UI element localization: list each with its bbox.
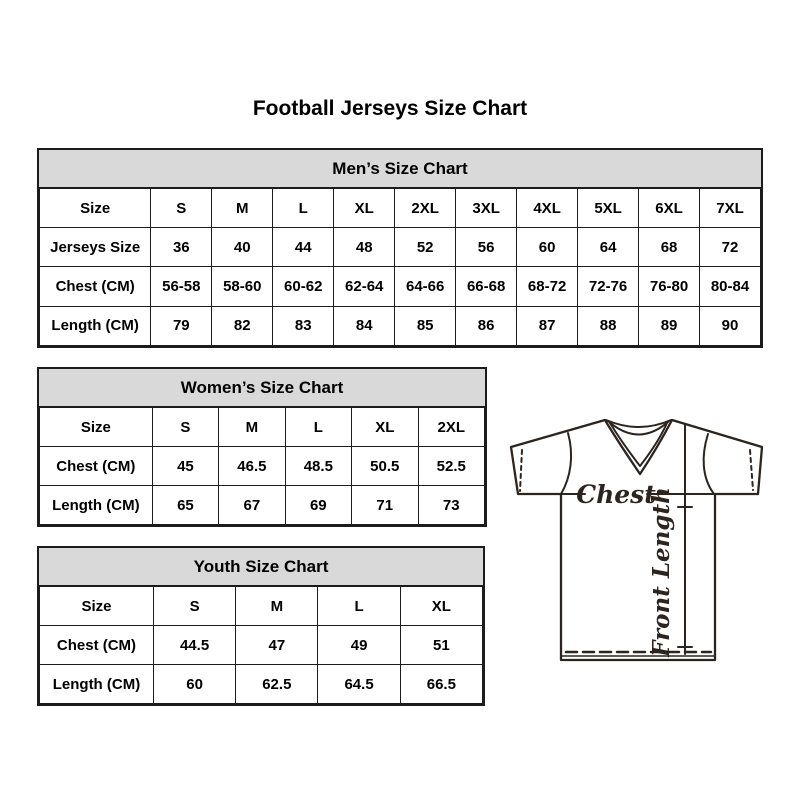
value-cell: 73 <box>418 486 485 525</box>
page-title: Football Jerseys Size Chart <box>252 97 528 120</box>
value-cell: 44 <box>273 228 334 267</box>
row-label-cell: Size <box>40 587 154 626</box>
value-cell: XL <box>334 189 395 228</box>
value-cell: 80-84 <box>700 267 761 306</box>
value-cell: 58-60 <box>212 267 273 306</box>
value-cell: 64 <box>578 228 639 267</box>
value-cell: 48 <box>334 228 395 267</box>
womens-table-title: Women’s Size Chart <box>39 369 485 407</box>
value-cell: 4XL <box>517 189 578 228</box>
value-cell: XL <box>400 587 482 626</box>
left-armhole-seam <box>561 433 571 494</box>
value-cell: 56-58 <box>151 267 212 306</box>
row-label-cell: Length (CM) <box>40 665 154 704</box>
table-row <box>40 486 485 525</box>
youth-table-title: Youth Size Chart <box>39 548 483 586</box>
value-cell: 51 <box>400 626 482 665</box>
value-cell: M <box>219 408 285 447</box>
value-cell: 36 <box>151 228 212 267</box>
value-cell: 62-64 <box>334 267 395 306</box>
value-cell: 62.5 <box>236 665 318 704</box>
value-cell: 64-66 <box>395 267 456 306</box>
row-label-cell: Chest (CM) <box>40 267 151 306</box>
value-cell: 86 <box>456 306 517 345</box>
value-cell: 89 <box>639 306 700 345</box>
row-label-cell: Chest (CM) <box>40 447 153 486</box>
right-armhole-seam <box>704 434 714 494</box>
value-cell: 82 <box>212 306 273 345</box>
value-cell: L <box>318 587 400 626</box>
value-cell: 56 <box>456 228 517 267</box>
row-label-cell: Size <box>40 408 153 447</box>
mens-table-grid <box>39 188 761 346</box>
value-cell: 69 <box>285 486 351 525</box>
value-cell: 7XL <box>700 189 761 228</box>
table-row <box>40 447 485 486</box>
value-cell: 44.5 <box>153 626 235 665</box>
womens-table-grid <box>39 407 485 525</box>
right-cuff-dashed-line <box>750 450 753 490</box>
value-cell: 76-80 <box>639 267 700 306</box>
value-cell: 79 <box>151 306 212 345</box>
row-label-cell: Length (CM) <box>40 486 153 525</box>
value-cell: 49 <box>318 626 400 665</box>
value-cell: 90 <box>700 306 761 345</box>
table-row <box>40 267 761 306</box>
value-cell: 46.5 <box>219 447 285 486</box>
value-cell: 65 <box>152 486 218 525</box>
row-label-cell: Length (CM) <box>40 306 151 345</box>
youth-size-chart-table <box>37 546 485 706</box>
value-cell: 68-72 <box>517 267 578 306</box>
row-label-cell: Size <box>40 189 151 228</box>
table-row <box>40 665 483 704</box>
mens-size-chart-table <box>37 148 763 348</box>
table-row <box>40 306 761 345</box>
value-cell: L <box>273 189 334 228</box>
value-cell: 52.5 <box>418 447 485 486</box>
left-cuff-dashed-line <box>520 450 522 491</box>
value-cell: S <box>152 408 218 447</box>
value-cell: 85 <box>395 306 456 345</box>
value-cell: S <box>153 587 235 626</box>
value-cell: 64.5 <box>318 665 400 704</box>
value-cell: 45 <box>152 447 218 486</box>
table-row <box>40 408 485 447</box>
youth-table-grid <box>39 586 483 704</box>
value-cell: 3XL <box>456 189 517 228</box>
value-cell: S <box>151 189 212 228</box>
front-length-label: Front Length <box>648 487 675 657</box>
value-cell: 72 <box>700 228 761 267</box>
table-row <box>40 189 761 228</box>
value-cell: 60 <box>517 228 578 267</box>
value-cell: 50.5 <box>352 447 418 486</box>
table-row <box>40 587 483 626</box>
value-cell: M <box>212 189 273 228</box>
value-cell: 88 <box>578 306 639 345</box>
value-cell: XL <box>352 408 418 447</box>
value-cell: 47 <box>236 626 318 665</box>
row-label-cell: Jerseys Size <box>40 228 151 267</box>
value-cell: 66-68 <box>456 267 517 306</box>
value-cell: 60-62 <box>273 267 334 306</box>
value-cell: 87 <box>517 306 578 345</box>
value-cell: 83 <box>273 306 334 345</box>
value-cell: 84 <box>334 306 395 345</box>
value-cell: 72-76 <box>578 267 639 306</box>
chest-label: Chest <box>576 480 656 509</box>
value-cell: 5XL <box>578 189 639 228</box>
value-cell: 66.5 <box>400 665 482 704</box>
womens-size-chart-table <box>37 367 487 527</box>
value-cell: L <box>285 408 351 447</box>
jersey-measurement-diagram <box>500 405 775 675</box>
value-cell: M <box>236 587 318 626</box>
row-label-cell: Chest (CM) <box>40 626 154 665</box>
value-cell: 2XL <box>395 189 456 228</box>
value-cell: 71 <box>352 486 418 525</box>
table-row <box>40 626 483 665</box>
mens-table-title: Men’s Size Chart <box>39 150 761 188</box>
table-row <box>40 228 761 267</box>
value-cell: 6XL <box>639 189 700 228</box>
value-cell: 52 <box>395 228 456 267</box>
value-cell: 67 <box>219 486 285 525</box>
value-cell: 68 <box>639 228 700 267</box>
value-cell: 2XL <box>418 408 485 447</box>
value-cell: 60 <box>153 665 235 704</box>
value-cell: 40 <box>212 228 273 267</box>
jersey-outline <box>511 420 762 660</box>
value-cell: 48.5 <box>285 447 351 486</box>
